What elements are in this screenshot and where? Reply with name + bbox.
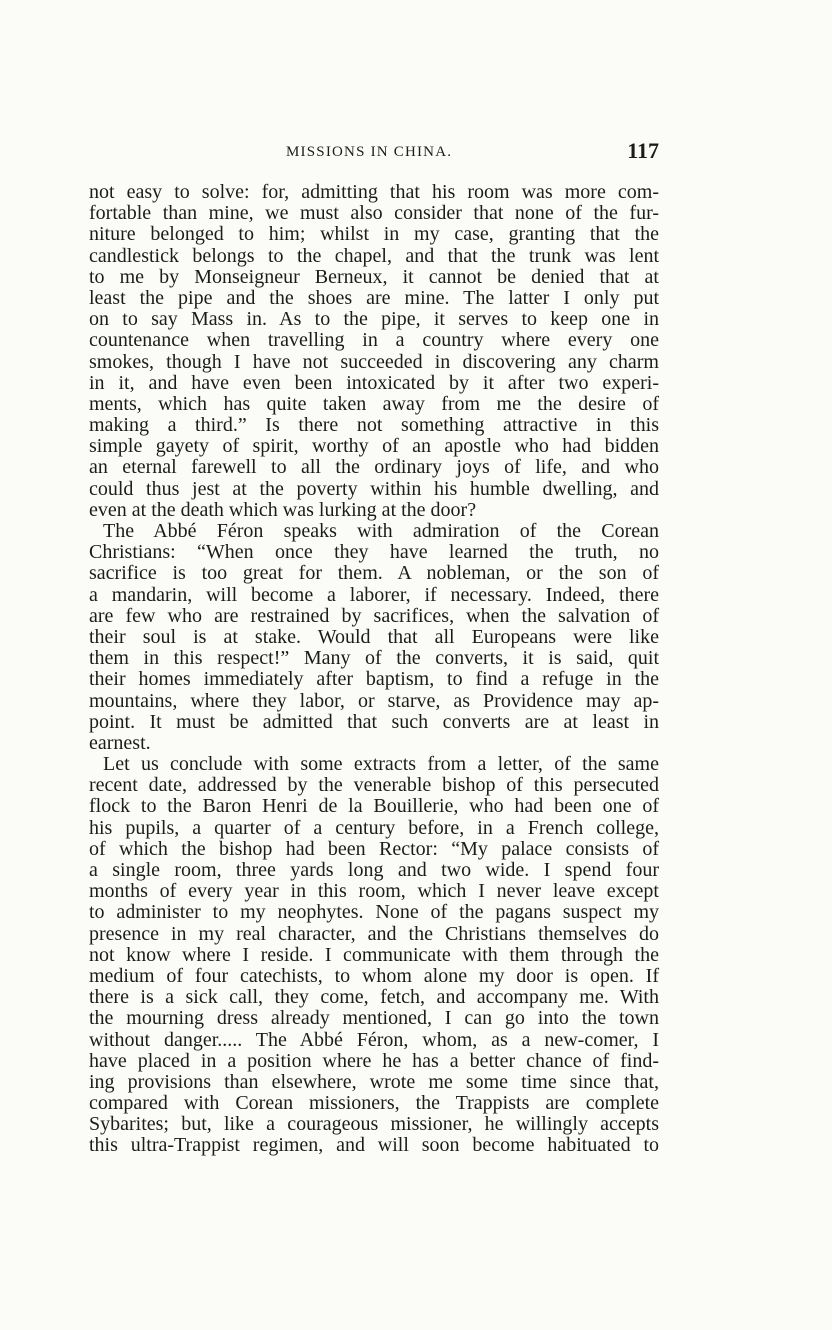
text-line: presence in my real character, and the Christians themselves do	[89, 922, 659, 945]
text-line: are few who are restrained by sacrifices, when the salvation of	[89, 604, 659, 627]
page-number: 117	[627, 138, 659, 163]
body-text	[89, 182, 659, 1157]
text-line: this ultra-Trappist regimen, and will soon become habituated to	[89, 1134, 659, 1157]
text-line: Sybarites; but, like a courageous missioner, he willingly accepts	[89, 1113, 659, 1136]
text-line: even at the death which was lurking at the door?	[89, 498, 477, 521]
text-line: recent date, addressed by the venerable bishop of this persecuted	[89, 774, 659, 797]
text-line: a mandarin, will become a laborer, if necessary. Indeed, there	[89, 583, 659, 606]
text-line: to administer to my neophytes. None of the pagans suspect my	[89, 901, 659, 924]
text-line: their homes immediately after baptism, to find a refuge in the	[89, 668, 659, 691]
running-title: MISSIONS IN CHINA.	[286, 144, 453, 160]
text-line: mountains, where they labor, or starve, as Providence may ap-	[89, 689, 659, 712]
text-line: least the pipe and the shoes are mine. The latter I only put	[89, 286, 659, 309]
text-line: not easy to solve: for, admitting that his room was more com-	[89, 181, 659, 203]
text-line: fortable than mine, we must also consider that none of the fur-	[89, 202, 659, 225]
text-line: ing provisions than elsewhere, wrote me some time since that,	[89, 1070, 659, 1093]
text-line: in it, and have even been intoxicated by it after two experi-	[89, 371, 659, 394]
text-line: his pupils, a quarter of a century before, in a French college,	[89, 816, 659, 839]
text-line: niture belonged to him; whilst in my case, granting that the	[89, 223, 659, 246]
text-line: an eternal farewell to all the ordinary joys of life, and who	[89, 456, 659, 479]
text-line: making a third.” Is there not something attractive in this	[89, 414, 659, 437]
text-line: have placed in a position where he has a better chance of find-	[89, 1049, 659, 1072]
text-line: simple gayety of spirit, worthy of an apostle who had bidden	[89, 435, 659, 458]
text-line: to me by Monseigneur Berneux, it cannot be denied that at	[89, 265, 659, 288]
text-line: of which the bishop had been Rector: “My palace consists of	[89, 837, 659, 860]
text-line: point. It must be admitted that such converts are at least in	[89, 710, 659, 733]
text-line: candlestick belongs to the chapel, and that the trunk was lent	[89, 244, 659, 267]
text-line: not know where I reside. I communicate with them through the	[89, 943, 659, 966]
text-line: countenance when travelling in a country where every one	[89, 329, 659, 352]
text-line: flock to the Baron Henri de la Bouillerie, who had been one of	[89, 795, 659, 818]
text-line: Christians: “When once they have learned the truth, no	[89, 541, 659, 564]
text-line: The Abbé Féron speaks with admiration of the Corean	[103, 520, 659, 542]
text-line: their soul is at stake. Would that all Europeans were like	[89, 625, 659, 648]
text-line: medium of four catechists, to whom alone my door is open. If	[89, 964, 659, 987]
text-line: compared with Corean missioners, the Trappists are complete	[89, 1092, 659, 1115]
text-line: ments, which has quite taken away from me the desire of	[89, 392, 659, 415]
text-line: there is a sick call, they come, fetch, and accompany me. With	[89, 986, 659, 1009]
text-line: on to say Mass in. As to the pipe, it serves to keep one in	[89, 308, 659, 331]
text-line: smokes, though I have not succeeded in discovering any charm	[89, 350, 659, 373]
text-line: them in this respect!” Many of the converts, it is said, quit	[89, 647, 659, 670]
text-line: the mourning dress already mentioned, I can go into the town	[89, 1007, 659, 1030]
text-line: without danger..... The Abbé Féron, whom, as a new-comer, I	[89, 1028, 659, 1051]
text-line: Let us conclude with some extracts from a letter, of the same	[103, 753, 659, 776]
running-head	[89, 138, 659, 168]
text-line: months of every year in this room, which I never leave except	[89, 880, 659, 903]
text-line: a single room, three yards long and two wide. I spend four	[89, 859, 659, 881]
text-line: could thus jest at the poverty within his humble dwelling, and	[89, 477, 659, 500]
text-line: sacrifice is too great for them. A nobleman, or the son of	[89, 562, 659, 585]
text-line: earnest.	[89, 731, 151, 754]
